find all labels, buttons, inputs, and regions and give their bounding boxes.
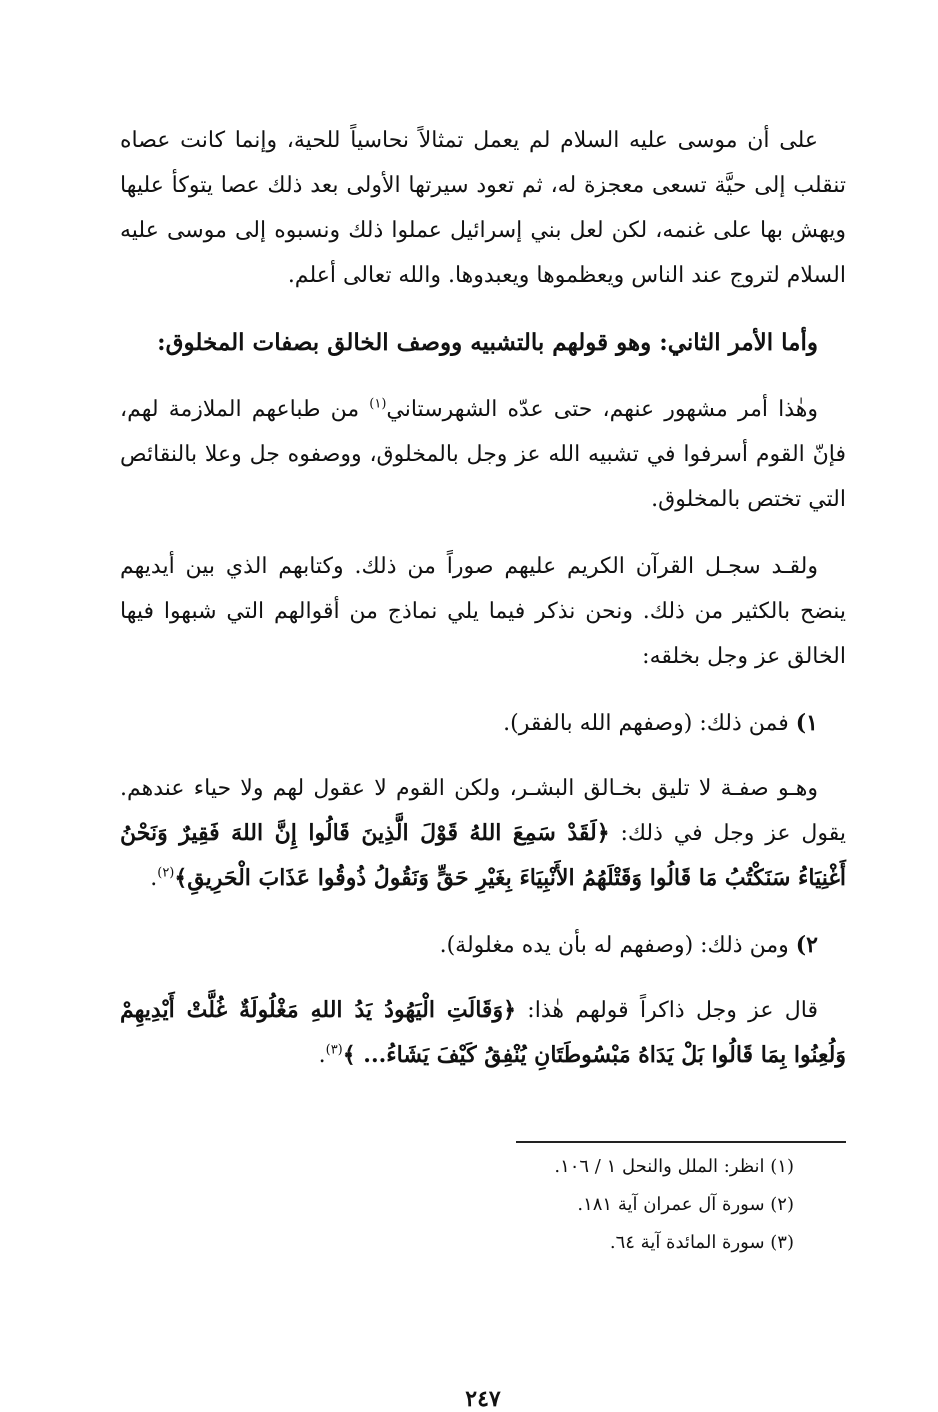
list-item-1 xyxy=(120,701,846,746)
paragraph-shahrastani-text-b: من طباعهم الملازمة لهم، فإنّ القوم أسرفوا في تشبيه الله عز وجل بالمخلوق، ووصفوه جل وعلا بالنقائص التي تختص بالمخلوق. xyxy=(120,397,846,512)
section-heading-second-matter: وأما الأمر الثاني: وهو قولهم بالتشبيه ووصف الخالق بصفات المخلوق: xyxy=(157,329,818,356)
list-item-1-number: ١) xyxy=(795,710,818,736)
paragraph-hand-verse xyxy=(120,988,846,1078)
footnote-1: (١) انظر: الملل والنحل ١ / ١٠٦. xyxy=(554,1156,794,1177)
paragraph-moses-staff: على أن موسى عليه السلام لم يعمل تمثالاً نحاسياً للحية، وإنما كانت عصاه تنقلب إلى حيَّة تسعى معجزة له، ثم تعود سيرتها الأولى بعد ذلك عصا يتوكأ عليها ويهش بها على غنمه، لكن لعل بني إسرائيل عملوا ذلك ونسبوه إلى موسى عليه السلام لتروج عند الناس ويعظموها ويعبدوها. والله تعالى أعلم. xyxy=(120,128,846,288)
footnote-3: (٣) سورة المائدة آية ٦٤. xyxy=(609,1232,794,1253)
paragraph-shahrastani-text-a: وهٰذا أمر مشهور عنهم، حتى عدّه الشهرستاني xyxy=(386,397,818,422)
footnote-ref-3: (٣) xyxy=(325,1042,343,1058)
paragraph-hand-end: . xyxy=(318,1043,326,1068)
footnote-2: (٢) سورة آل عمران آية ١٨١. xyxy=(577,1194,794,1215)
footnote-ref-2: (٢) xyxy=(157,865,175,881)
footnote-divider xyxy=(516,1141,846,1143)
footnotes-section xyxy=(120,1148,846,1262)
list-item-2-text: ومن ذلك: (وصفهم له بأن يده مغلولة). xyxy=(439,933,796,958)
quran-verse-aal-imran: ﴿لَقَدْ سَمِعَ اللهُ قَوْلَ الَّذِينَ قَالُوا إِنَّ اللهَ فَقِيرٌ وَنَحْنُ أَغْنِيَاءُ سَنَكْتُبُ مَا قَالُوا وَقَتْلَهُمُ الأَنْبِيَاءَ بِغَيْرِ حَقٍّ وَنَقُولُ ذُوقُوا عَذَابَ الْحَرِيقِ﴾ xyxy=(120,820,846,891)
list-item-2-number: ٢) xyxy=(795,932,818,958)
footnote-ref-1: (١) xyxy=(369,396,387,412)
list-item-1-text: فمن ذلك: (وصفهم الله بالفقر). xyxy=(503,711,796,736)
paragraph-hand-text: قال عز وجل ذاكراً قولهم هٰذا: xyxy=(515,998,818,1023)
list-item-2 xyxy=(120,923,846,968)
paragraph-shahrastani xyxy=(120,387,846,522)
paragraph-poverty-verse xyxy=(120,766,846,901)
page-body xyxy=(120,118,846,1412)
paragraph-poverty-end: . xyxy=(150,866,158,891)
paragraph-quran-recorded: ولقـد سجـل القرآن الكريم عليهم صوراً من ذلك. وكتابهم الذي بين أيديهم ينضح بالكثير من ذلك. ونحن نذكر فيما يلي نماذج من أقوالهم التي شبهوا فيها الخالق عز وجل بخلقه: xyxy=(120,554,846,669)
page-number: ٢٤٧ xyxy=(465,1386,501,1412)
paragraph-poverty-text: وهـو صفـة لا تليق بخـالق البشـر، ولكن القوم لا عقول لهم ولا حياء عندهم. يقول عز وجل في ذلك: xyxy=(120,776,846,846)
quran-verse-maidah: ﴿وَقَالَتِ الْيَهُودُ يَدُ اللهِ مَغْلُولَةٌ غُلَّتْ أَيْدِيهِمْ وَلُعِنُوا بِمَا قَالُوا بَلْ يَدَاهُ مَبْسُوطَتَانِ يُنْفِقُ كَيْفَ يَشَاءُ... ﴾ xyxy=(120,997,846,1068)
